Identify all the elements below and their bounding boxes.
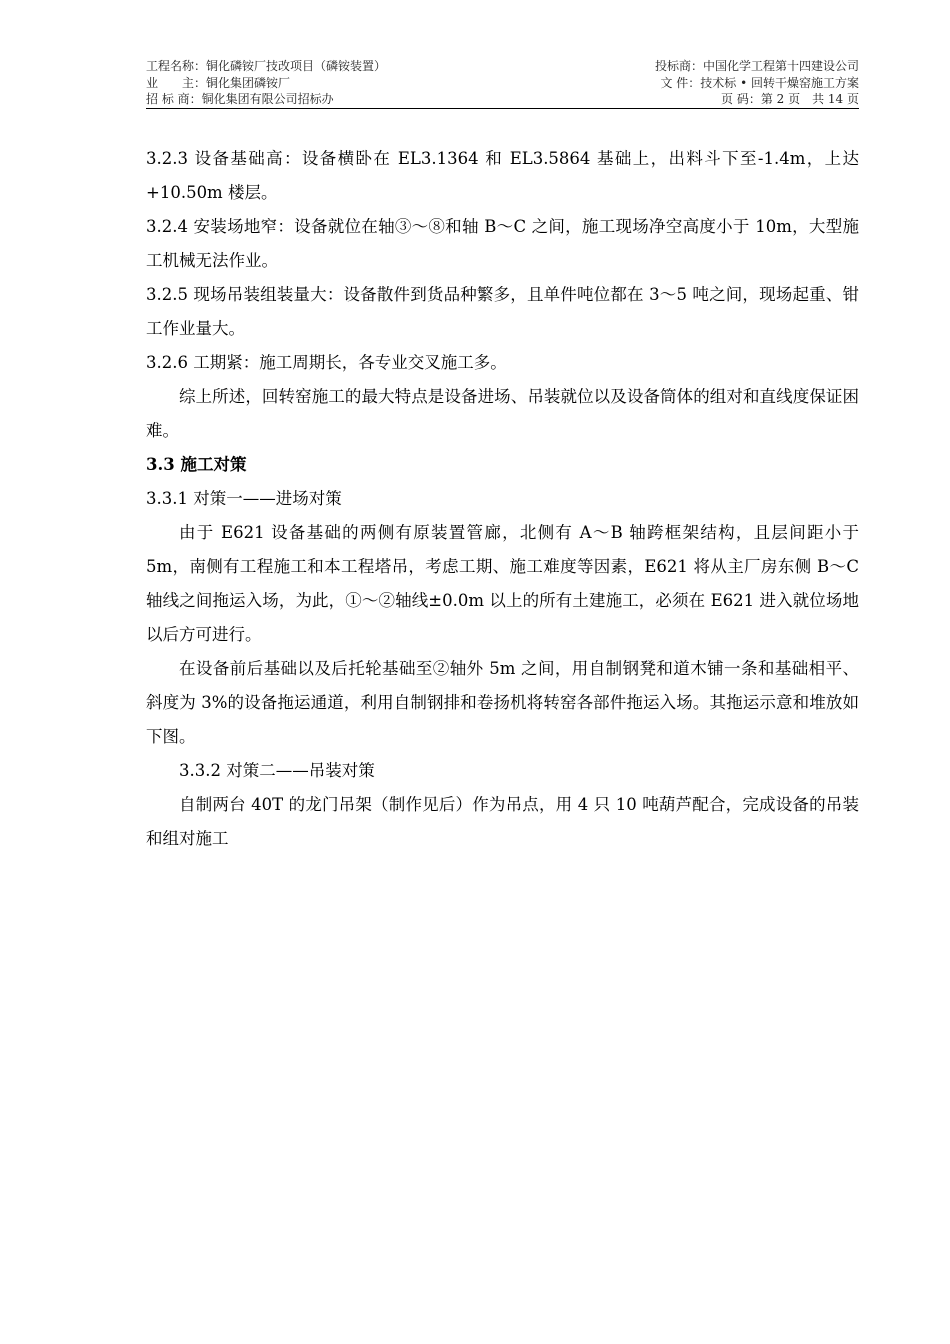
paragraph-entry-route: 由于 E621 设备基础的两侧有原装置管廊，北侧有 A～B 轴跨框架结构，且层间距小于 5m，南侧有工程施工和本工程塔吊，考虑工期、施工难度等因素，E621 将从主厂房东侧 B～C 轴线之间拖运入场，为此，①～②轴线±0.0m 以上的所有土建施工，必须在 E621 进入就位场地以后方可进行。 xyxy=(146,523,859,644)
paragraph-site-narrow: 3.2.4 安装场地窄：设备就位在轴③～⑧和轴 B～C 之间，施工现场净空高度小于 10m，大型施工机械无法作业。 xyxy=(146,217,859,270)
subheading-lifting-strategy: 3.3.2 对策二——吊装对策 xyxy=(179,761,375,780)
paragraph-tight-schedule: 3.2.6 工期紧：施工周期长，各专业交叉施工多。 xyxy=(146,353,507,372)
document-name: 文 件：技术标 • 回转干燥窑施工方案 xyxy=(660,75,859,90)
bidder-name: 投标商：中国化学工程第十四建设公司 xyxy=(654,59,859,73)
owner-name: 业 主：铜化集团磷铵厂 xyxy=(146,75,291,90)
paragraph-summary: 综上所述，回转窑施工的最大特点是设备进场、吊装就位以及设备筒体的组对和直线度保证困难。 xyxy=(146,387,859,440)
header-row-owner xyxy=(146,75,859,92)
header-row-project xyxy=(146,58,859,75)
header-divider xyxy=(146,108,859,109)
subheading-entry-strategy: 3.3.1 对策一——进场对策 xyxy=(146,489,342,508)
page-header xyxy=(146,58,859,108)
section-heading: 3.3 施工对策 xyxy=(146,455,247,474)
tenderer-name: 招 标 商：铜化集团有限公司招标办 xyxy=(146,92,334,106)
page-number: 页 码：第 2 页 共 14 页 xyxy=(721,92,859,106)
header-row-tenderer xyxy=(146,91,859,108)
paragraph-assembly-volume: 3.2.5 现场吊装组装量大：设备散件到货品种繁多，且单件吨位都在 3～5 吨之间，现场起重、钳工作业量大。 xyxy=(146,285,859,338)
document-body xyxy=(146,142,859,856)
paragraph-haul-channel: 在设备前后基础以及后托轮基础至②轴外 5m 之间，用自制钢凳和道木铺一条和基础相平、斜度为 3%的设备拖运通道，利用自制钢排和卷扬机将转窑各部件拖运入场。其拖运示意和堆放如下图。 xyxy=(146,659,859,746)
paragraph-gantry-lifting: 自制两台 40T 的龙门吊架（制作见后）作为吊点，用 4 只 10 吨葫芦配合，完成设备的吊装和组对施工 xyxy=(146,795,859,848)
paragraph-foundation-height: 3.2.3 设备基础高：设备横卧在 EL3.1364 和 EL3.5864 基础上，出料斗下至-1.4m，上达+10.50m 楼层。 xyxy=(146,149,859,202)
project-name: 工程名称：铜化磷铵厂技改项目（磷铵装置） xyxy=(146,59,387,73)
